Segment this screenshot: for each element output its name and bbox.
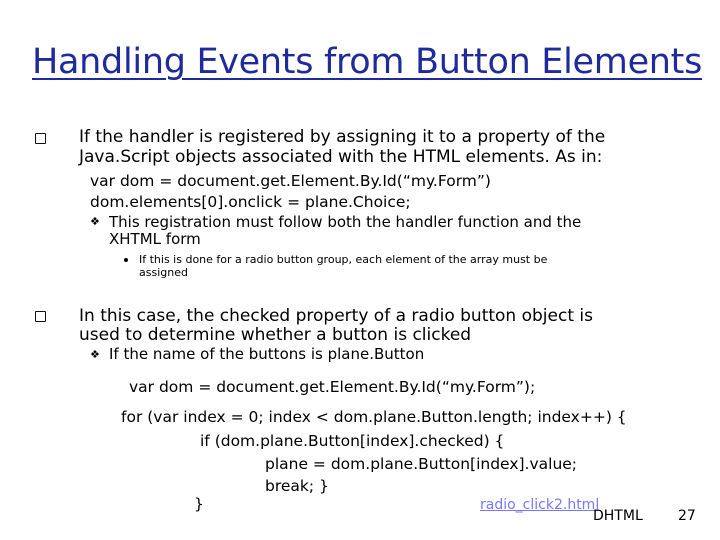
radio-click-link[interactable]: radio_click2.html (480, 497, 600, 513)
sub-sub-bullet-line-1: If this is done for a radio button group, each element of the array must be (139, 253, 548, 266)
bullet-1-line-1: If the handler is registered by assigning it to a property of the (79, 127, 606, 147)
slide-title: Handling Events from Button Elements (32, 42, 703, 82)
code-line: var dom = document.get.Element.By.Id(“my.Form”); (129, 378, 536, 396)
diamond-bullet-icon: ❖ (90, 348, 100, 361)
sub-bullet-1-line-2: XHTML form (109, 230, 201, 248)
code-line: } (194, 495, 204, 513)
dot-bullet-icon (124, 258, 128, 262)
sub-sub-bullet-line-2: assigned (139, 266, 188, 279)
checkbox-bullet-icon (35, 133, 46, 144)
page-number: 27 (678, 508, 696, 524)
code-line: dom.elements[0].onclick = plane.Choice; (90, 193, 411, 211)
checkbox-bullet-icon (35, 311, 46, 322)
bullet-1-line-2: Java.Script objects associated with the HTML elements. As in: (79, 147, 603, 167)
code-line: for (var index = 0; index < dom.plane.Button.length; index++) { (121, 408, 627, 426)
diamond-bullet-icon: ❖ (90, 215, 100, 228)
bullet-2-line-1: In this case, the checked property of a radio button object is (79, 306, 593, 326)
code-line: break; } (265, 477, 329, 495)
code-line: if (dom.plane.Button[index].checked) { (200, 432, 505, 450)
sub-bullet-1-line-1: This registration must follow both the handler function and the (109, 213, 582, 231)
code-line: plane = dom.plane.Button[index].value; (265, 455, 578, 473)
bullet-2-line-2: used to determine whether a button is clicked (79, 325, 472, 345)
code-line: var dom = document.get.Element.By.Id(“my.Form”) (90, 172, 491, 190)
sub-bullet-2: If the name of the buttons is plane.Button (109, 345, 425, 363)
footer-label: DHTML (593, 508, 643, 524)
